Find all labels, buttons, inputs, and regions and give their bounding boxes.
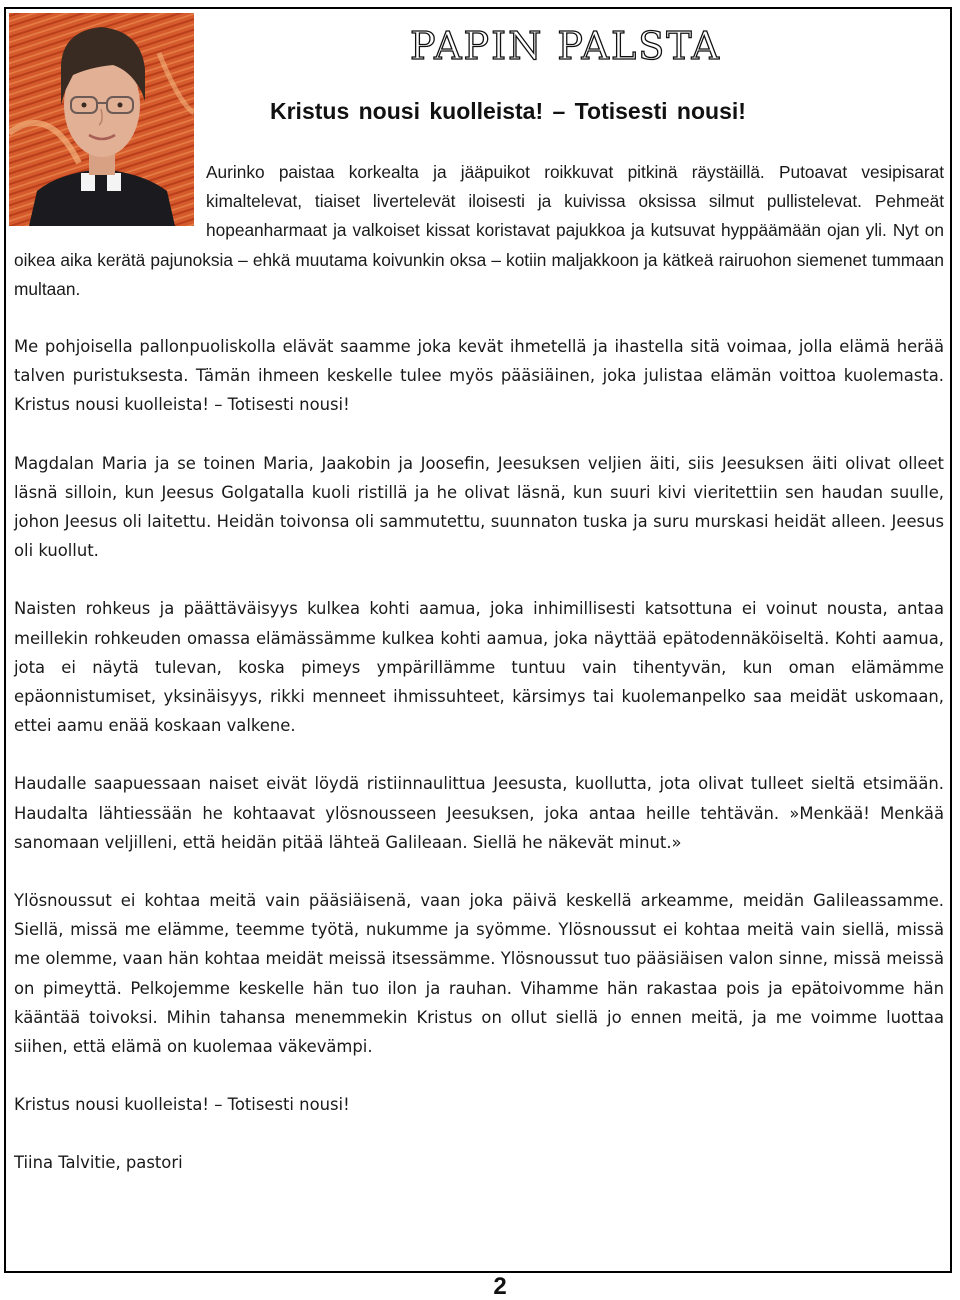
article-body: [14, 332, 944, 1207]
paragraph: Haudalle saapuessaan naiset eivät löydä ristiinnaulittua Jeesusta, kuollutta, jota olivat tulleet sieltä etsimään. Haudalta lähtiessään he kohtaavat ylösnousseen Jeesuksen, joka antaa heille tehtävän. »Menkää! Menkää sanomaan veljilleni, että heidän pitää lähteä Galileaan. Siellä he näkevät minut.»: [14, 774, 944, 852]
lead-paragraph: [14, 158, 944, 304]
lead-text: Aurinko paistaa korkealta ja jääpuikot roikkuvat pitkinä räystäillä. Putoavat vesipisarat kimaltelevat, tiaiset livertelevät iloisesti ja kuivissa oksissa silmut pullistelevat. Pehmeät hopeanharmaat ja valkoiset kissat koristavat pajukkoa ja kutsuvat hyppäämään ojan yli. Nyt on oikea aika kerätä pajunoksia – ehkä muutama koivunkin oksa – kotiin maljakkoon ja kätkeä rairuohon siemenet tummaan multaan.: [14, 162, 944, 299]
paragraph: Me pohjoisella pallonpuoliskolla elävät saamme joka kevät ihmetellä ja ihastella sitä voimaa, jolla elämä herää talven puristuksesta. Tämän ihmeen keskelle tulee myös pääsiäinen, joka julistaa elämän voittoa kuolemasta. Kristus nousi kuolleista! – Totisesti nousi!: [14, 337, 944, 415]
headline: Kristus nousi kuolleista! – Totisesti nousi!: [270, 98, 746, 124]
paragraph: Ylösnoussut ei kohtaa meitä vain pääsiäisenä, vaan joka päivä keskellä arkeamme, meidän Galileassamme. Siellä, missä me elämme, teemme työtä, nukumme ja syömme. Ylösnoussut ei kohtaa meitä vain siellä, missä me olemme, vaan hän kohtaa meidät meissä itsessämme. Ylösnoussut tuo pääsiäisen valon sinne, missä meissä on pimeyttä. Pelkojemme keskelle hän tuo ilon ja rauhan. Vihamme hän rakastaa pois ja epätoivomme hän kääntää toivoksi. Mihin tahansa menemmekin Kristus on ollut siellä jo ennen meitä, ja me voimme luottaa siihen, että elämä on kuolemaa väkevämpi.: [14, 891, 944, 1057]
closing-line: Kristus nousi kuolleista! – Totisesti nousi!: [14, 1095, 350, 1115]
paragraph: Naisten rohkeus ja päättäväisyys kulkea kohti aamua, joka inhimillisesti katsottuna ei voinut nousta, antaa meillekin rohkeuden omassa elämässämme kulkea kohti aamua, joka näyttää epätodennäköiseltä. Kohti aamua, jota ei näytä tulevan, koska pimeys ympärillämme tuntuu vain tihentyvän, kun oman elämämme epäonnistumiset, yksinäisyys, rikki menneet ihmissuhteet, kärsimys tai kuolemanpelko saa meidät uskomaan, ettei aamu enää koskaan valkene.: [14, 599, 944, 736]
signature: Tiina Talvitie, pastori: [14, 1153, 183, 1173]
column-title: PAPIN PALSTA: [410, 24, 721, 68]
paragraph: Magdalan Maria ja se toinen Maria, Jaakobin ja Joosefin, Jeesuksen veljien äiti, siis Jeesuksen äiti olivat olleet läsnä silloin, kun Jeesus Golgatalla kuoli ristillä ja he olivat läsnä, kun suuri kivi vieritettiin sen haudan suulle, johon Jeesus oli laitettu. Heidän toivonsa oli sammutettu, suunnaton tuska ja suru murskasi heidät alleen. Jeesus oli kuollut.: [14, 453, 944, 561]
page-number: 2: [493, 1273, 507, 1300]
photo-wrap-spacer: [14, 158, 206, 218]
